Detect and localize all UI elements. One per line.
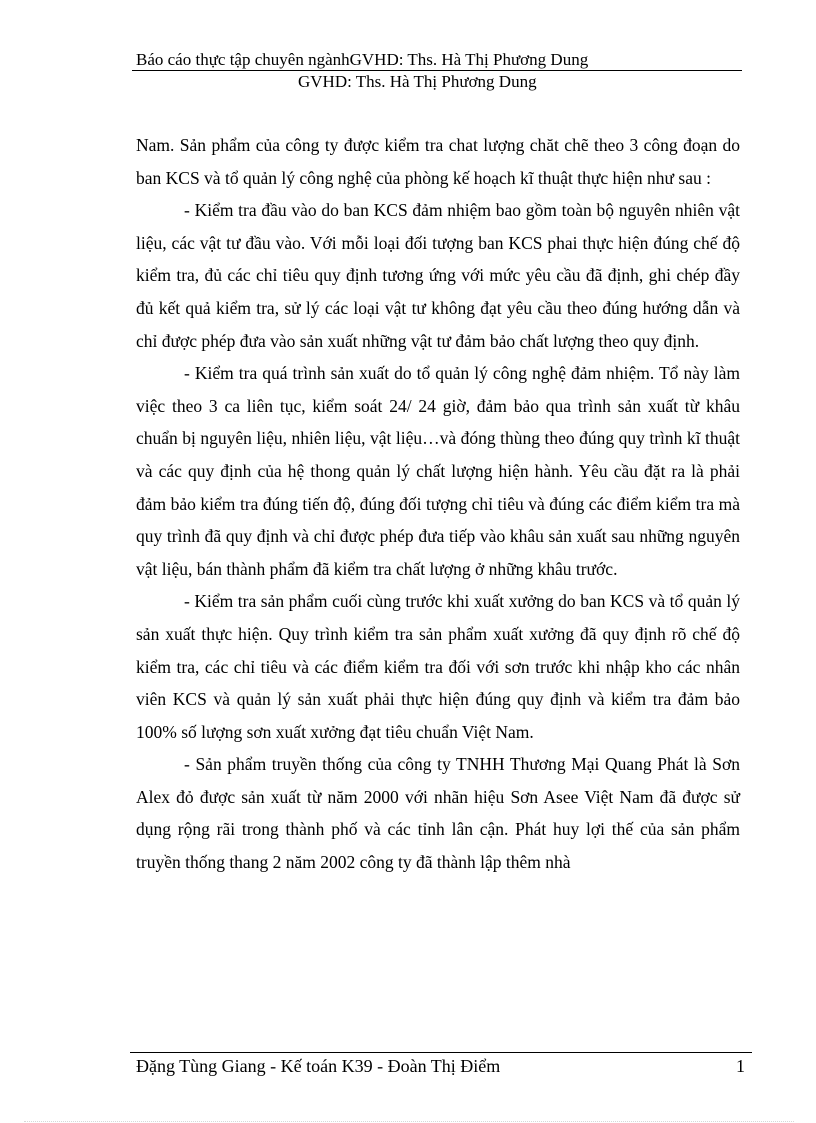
page-break-line (24, 1121, 794, 1122)
page-number: 1 (736, 1056, 745, 1076)
paragraph-2: - Kiểm tra đầu vào do ban KCS đảm nhiệm bao gồm toàn bộ nguyên nhiên vật liệu, các vật tư đầu vào. Với mỗi loại đối tượng ban KCS phai thực hiện đúng chế độ kiểm tra, đủ các chỉ tiêu quy định tương ứng với mức yêu cầu đã định, ghi chép đầy đủ kết quả kiểm tra, sử lý các loại vật tư không đạt yêu cầu theo đúng hướng dẫn và chỉ được phép đưa vào sản xuất những vật tư đảm bảo chất lượng theo quy định. (136, 200, 740, 351)
document-body (136, 129, 740, 879)
paragraph-3: - Kiểm tra quá trình sản xuất do tổ quản lý công nghệ đảm nhiệm. Tổ này làm việc theo 3 ca liên tục, kiểm soát 24/ 24 giờ, đảm bảo qua trình sản xuất từ khâu chuẩn bị nguyên liệu, nhiên liệu, vật liệu…và đóng thùng theo đúng quy trình kĩ thuật và các quy định của hệ thong quản lý chất lượng hiện hành. Yêu cầu đặt ra là phải đảm bảo kiểm tra đúng tiến độ, đúng đối tượng chỉ tiêu và đúng các điểm kiểm tra mà quy trình đã quy định và chỉ được phép đưa tiếp vào khâu sản xuất sau những nguyên vật liệu, bán thành phẩm đã kiểm tra chất lượng ở những khâu trước. (136, 363, 740, 579)
header-title: Báo cáo thực tập chuyên ngànhGVHD: Ths. Hà Thị Phương Dung (136, 50, 589, 69)
header-supervisor: GVHD: Ths. Hà Thị Phương Dung (298, 72, 537, 91)
footer-author: Đặng Tùng Giang - Kế toán K39 - Đoàn Thị Điểm (136, 1056, 501, 1076)
paragraph-4: - Kiểm tra sản phẩm cuối cùng trước khi xuất xưởng do ban KCS và tổ quản lý sản xuất thực hiện. Quy trình kiểm tra sản phẩm xuất xưởng đã quy định rõ chế độ kiểm tra, các chỉ tiêu và các điểm kiểm tra đối với sơn trước khi nhập kho các nhân viên KCS và quản lý sản xuất phải thực hiện đúng quy định và kiểm tra đảm bảo 100% số lượng sơn xuất xưởng đạt tiêu chuẩn Việt Nam. (136, 591, 740, 742)
paragraph-1: Nam. Sản phẩm của công ty được kiểm tra chat lượng chăt chẽ theo 3 công đoạn do ban KCS và tổ quản lý công nghệ của phòng kế hoạch kĩ thuật thực hiện như sau : (136, 135, 740, 188)
footer-divider (130, 1052, 752, 1053)
paragraph-5: - Sản phẩm truyền thống của công ty TNHH Thương Mại Quang Phát là Sơn Alex đỏ được sản xuất từ năm 2000 với nhãn hiệu Sơn Asee Việt Nam đã được sử dụng rộng rãi trong thành phố và các tỉnh lân cận. Phát huy lợi thế của sản phẩm truyền thống thang 2 năm 2002 công ty đã thành lập thêm nhà (136, 754, 740, 873)
